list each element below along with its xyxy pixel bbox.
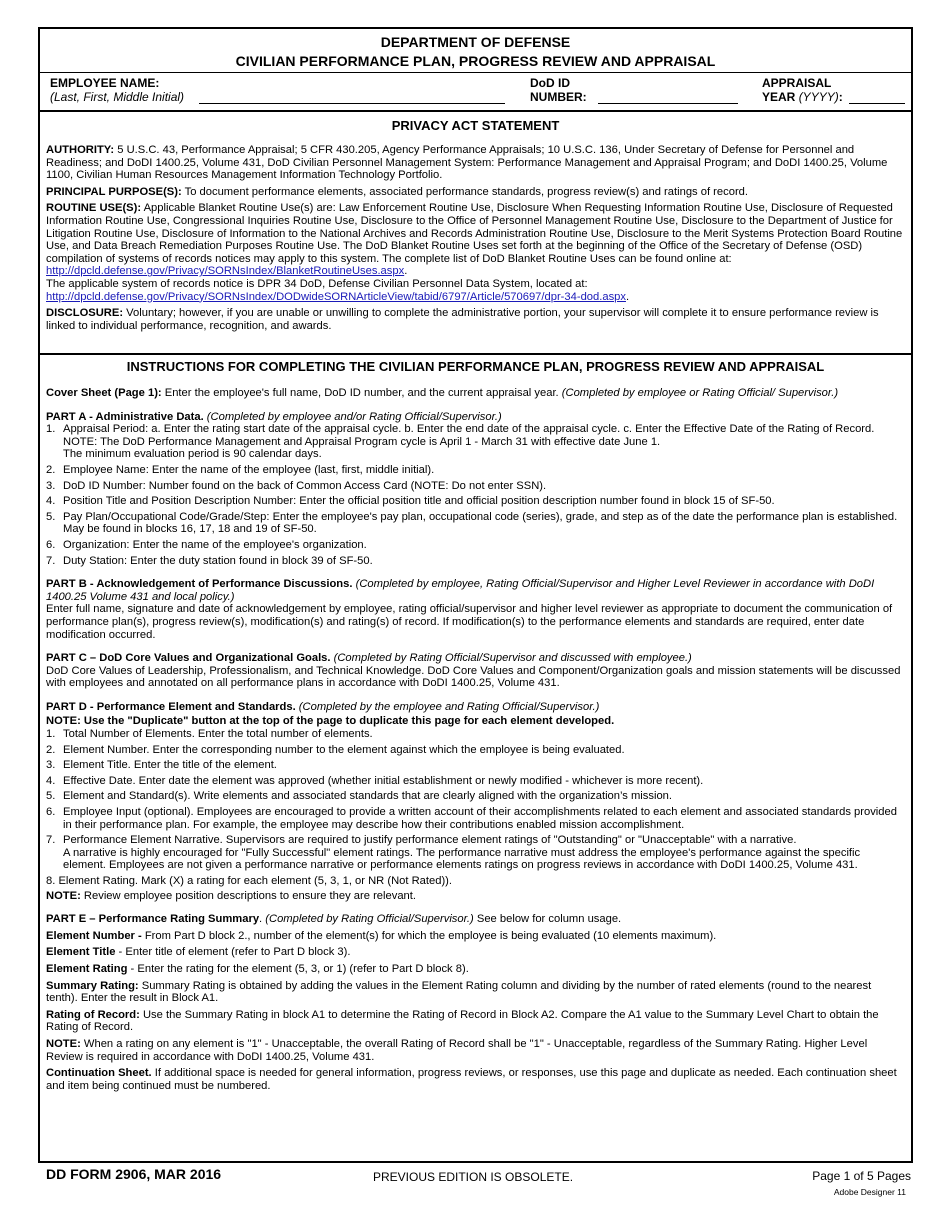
part-a-heading: PART A - Administrative Data. (Completed by employee and/or Rating Official/Supervisor.): [46, 410, 502, 423]
sorn-link[interactable]: http://dpcld.defense.gov/Privacy/SORNsIndex/DODwideSORNArticleView/tabid/6797/Article/570697/dpr-34-dod.aspx: [46, 290, 626, 303]
element-rating-instruction: Element Rating - Enter the rating for the element (5, 3, or 1) (refer to Part D block 8).: [46, 962, 469, 975]
form-title: CIVILIAN PERFORMANCE PLAN, PROGRESS REVIEW AND APPRAISAL: [235, 53, 716, 69]
part-d-note-review: NOTE: Review employee position descriptions to ensure they are relevant.: [46, 889, 416, 902]
list-item: 7. Performance Element Narrative. Supervisors are required to justify performance element ratings of "Outstanding" or "Unacceptable" with a narrative. A narrative is highly encouraged for "Fully Successful" element ratings. The performance narrative must address the employee's performance against the specific element. Employees are not given a performance narrative or performance elements ratings on progress reviews in accordance with DoDI 1400.25, Volume 431.: [46, 834, 861, 872]
dod-id-label: DoD ID NUMBER:: [530, 76, 587, 104]
page-number: Page 1 of 5 Pages: [812, 1169, 911, 1183]
element-number-instruction: Element Number - From Part D block 2., number of the element(s) for which the employee is being evaluated (10 elements maximum).: [46, 929, 717, 942]
designer-tag: Adobe Designer 11: [833, 1187, 906, 1197]
part-d-heading: PART D - Performance Element and Standards. (Completed by the employee and Rating Official/Supervisor.): [46, 700, 600, 713]
part-c-heading: PART C – DoD Core Values and Organizational Goals. (Completed by Rating Official/Supervisor and discussed with employee.): [46, 652, 692, 665]
authority-paragraph: AUTHORITY: 5 U.S.C. 43, Performance Appraisal; 5 CFR 430.205, Agency Performance Appraisals; 10 U.S.C. 136, Under Secretary of Defense for Personnel and Readiness; and DoDI 1400.25, Volume 431, DoD Civilian Personnel Management System: Performance Management and Appraisal Program; and DoDI 1400.25, Volume 1100, Civilian Human Resources Management Information Technology Portfolio.: [46, 144, 888, 182]
rating-of-record-instruction: Rating of Record: Use the Summary Rating in block A1 to determine the Rating of Record in Block A2. Compare the A1 value to the Summary Level Chart to obtain the Rating of Record.: [46, 1008, 879, 1034]
list-item: 2. Element Number. Enter the corresponding number to the element against which the employee is being evaluated.: [46, 743, 625, 756]
summary-rating-instruction: Summary Rating: Summary Rating is obtained by adding the values in the Element Rating column and dividing by the number of rated elements (round to the nearest tenth). Enter the result in Block A1.: [46, 979, 872, 1005]
list-item: 1. Appraisal Period: a. Enter the rating start date of the appraisal cycle. b. Enter the end date of the appraisal cycle. c. Enter the Effective Date of the Rating of Record. NOTE: The DoD Performance Management and Appraisal Program cycle is April 1 - March 31 with effective date June 1. The minimum evaluation period is 90 calendar days.: [46, 423, 875, 461]
list-item: 7. Duty Station: Enter the duty station found in block 39 of SF-50.: [46, 554, 373, 567]
form-number: DD FORM 2906, MAR 2016: [46, 1166, 222, 1182]
employee-name-label: EMPLOYEE NAME: (Last, First, Middle Initial): [50, 76, 185, 104]
list-item: 4. Effective Date. Enter date the element was approved (whether initial establishment or newly modified - whichever is more recent).: [46, 774, 704, 787]
department-title: DEPARTMENT OF DEFENSE: [380, 34, 571, 50]
continuation-sheet-instruction: Continuation Sheet. If additional space is needed for general information, progress reviews, or responses, use this page and duplicate as needed. Each continuation sheet and item being continued must be numbered.: [46, 1067, 897, 1092]
part-d-list: [46, 728, 905, 872]
form-header: [40, 29, 911, 73]
part-e-heading: PART E – Performance Rating Summary. (Completed by Rating Official/Supervisor.) See below for column usage.: [46, 913, 622, 926]
list-item: 4. Position Title and Position Description Number: Enter the official position title and official position description number found in block 15 of SF-50.: [46, 495, 775, 508]
employee-name-sublabel: (Last, First, Middle Initial): [50, 90, 185, 104]
list-item: 3. Element Title. Enter the title of the element.: [46, 759, 277, 772]
appraisal-year-field[interactable]: [849, 103, 905, 104]
disclosure-paragraph: DISCLOSURE: Voluntary; however, if you are unable or unwilling to complete the administrative portion, your supervisor will complete it to ensure performance review is linked to individual performance, recognition, and awards.: [46, 307, 879, 332]
employee-name-field[interactable]: [199, 103, 505, 104]
sorn-paragraph: The applicable system of records notice is DPR 34 DoD, Defense Civilian Personnel Data System, located at: http://dpcld.defense.gov/Privacy/SORNsIndex/DODwideSORNArticleView/tabid/6797/Article/570697/dpr-34-dod.aspx.: [46, 277, 630, 303]
list-item: 6. Organization: Enter the name of the employee's organization.: [46, 538, 367, 551]
instructions-section: [40, 355, 911, 1092]
cover-sheet-instruction: Cover Sheet (Page 1): Enter the employee's full name, DoD ID number, and the current appraisal year. (Completed by employee or Rating Official/ Supervisor.): [46, 387, 839, 399]
part-a-list: [46, 423, 905, 567]
obsolete-notice: PREVIOUS EDITION IS OBSOLETE.: [373, 1170, 574, 1184]
part-d-note: NOTE: Use the "Duplicate" button at the top of the page to duplicate this page for each element developed.: [46, 715, 615, 728]
identification-row: [40, 73, 911, 112]
instructions-title: INSTRUCTIONS FOR COMPLETING THE CIVILIAN PERFORMANCE PLAN, PROGRESS REVIEW AND APPRAISAL: [126, 359, 825, 374]
unacceptable-note: NOTE: When a rating on any element is "1" - Unacceptable, the overall Rating of Record shall be "1" - Unacceptable, regardless of the Summary Rating. Higher Level Review is required in accordance with DoDI 1400.25, Volume 431.: [46, 1037, 868, 1063]
list-item: 5. Element and Standard(s). Write elements and associated standards that are clearly aligned with the organization’s mission.: [46, 790, 673, 803]
list-item: 6. Employee Input (optional). Employees are encouraged to provide a written account of their accomplishments related to each element and associated standards provided in their performance plan. For example, the employee may describe how their contributions enabled mission accomplishment.: [46, 806, 897, 831]
privacy-act-title: PRIVACY ACT STATEMENT: [391, 118, 560, 133]
list-item: 1. Total Number of Elements. Enter the total number of elements.: [46, 728, 373, 741]
blanket-routine-uses-link[interactable]: http://dpcld.defense.gov/Privacy/SORNsIndex/BlanketRoutineUses.aspx: [46, 265, 405, 278]
privacy-act-section: [40, 112, 911, 355]
part-c-text: DoD Core Values of Leadership, Professionalism, and Technical Knowledge. DoD Core Values and Component/Organization goals and mission statements will be discussed with employees and annotated on all performance plans in accordance with DoDI 1400.25, Volume 431.: [46, 664, 901, 690]
routine-use-paragraph: ROUTINE USE(S): Applicable Blanket Routine Use(s) are: Law Enforcement Routine Use, Disclosure When Requesting Information Routine Use, Disclosure of Requested Information Routine Use, Congressional Inquiries Routine Use, Disclosure to the Office of Personnel Management Routine Use, Disclosure to the Department of Justice for Litigation Routine Use, Disclosure of Information to the National Archives and Records Administration Routine Use, Disclosure to the Merit Systems Protection Board Routine Use, and Data Breach Remediation Purposes Routine Use. The DoD Blanket Routine Uses set forth at the beginning of the Office of the Secretary of Defense (OSD) compilation of systems of records notices may apply to this system. The complete list of DoD Blanket Routine Uses can be found online at: http://dpcld.defense.gov/Privacy/SORNsIndex/BlanketRoutineUses.aspx.: [46, 202, 903, 278]
appraisal-year-label: APPRAISAL YEAR (YYYY):: [762, 76, 843, 104]
principal-purpose-paragraph: PRINCIPAL PURPOSE(S): To document performance elements, associated performance standards, progress review(s) and ratings of record.: [46, 185, 748, 198]
list-item: 5. Pay Plan/Occupational Code/Grade/Step: Enter the employee's pay plan, occupational code (series), grade, and step as of the date the performance plan is established. May be found in blocks 16, 17, 18 and 19 of SF-50.: [46, 510, 898, 536]
part-b-text: Enter full name, signature and date of acknowledgement by employee, rating official/supervisor and higher level reviewer as appropriate to document the communication of performance plan(s), progress review(s), modification(s) and rating(s) of record. If modification(s) to the performance elements and standards are required, enter date modification occurred.: [46, 603, 893, 641]
form-footer: [38, 1168, 913, 1208]
element-title-instruction: Element Title - Enter title of element (refer to Part D block 3).: [46, 946, 351, 959]
part-d-item-8: 8. Element Rating. Mark (X) a rating for each element (5, 3, 1, or NR (Not Rated)).: [46, 875, 453, 887]
list-item: 2. Employee Name: Enter the name of the employee (last, first, middle initial).: [46, 463, 435, 476]
form-frame: [38, 27, 913, 1163]
dod-id-field[interactable]: [598, 103, 738, 104]
list-item: 3. DoD ID Number: Number found on the back of Common Access Card (NOTE: Do not enter SSN).: [46, 479, 547, 492]
part-b-heading: PART B - Acknowledgement of Performance Discussions. (Completed by employee, Rating Official/Supervisor and Higher Level Reviewer in accordance with DoDI 1400.25 Volume 431 and local policy.): [46, 578, 875, 603]
